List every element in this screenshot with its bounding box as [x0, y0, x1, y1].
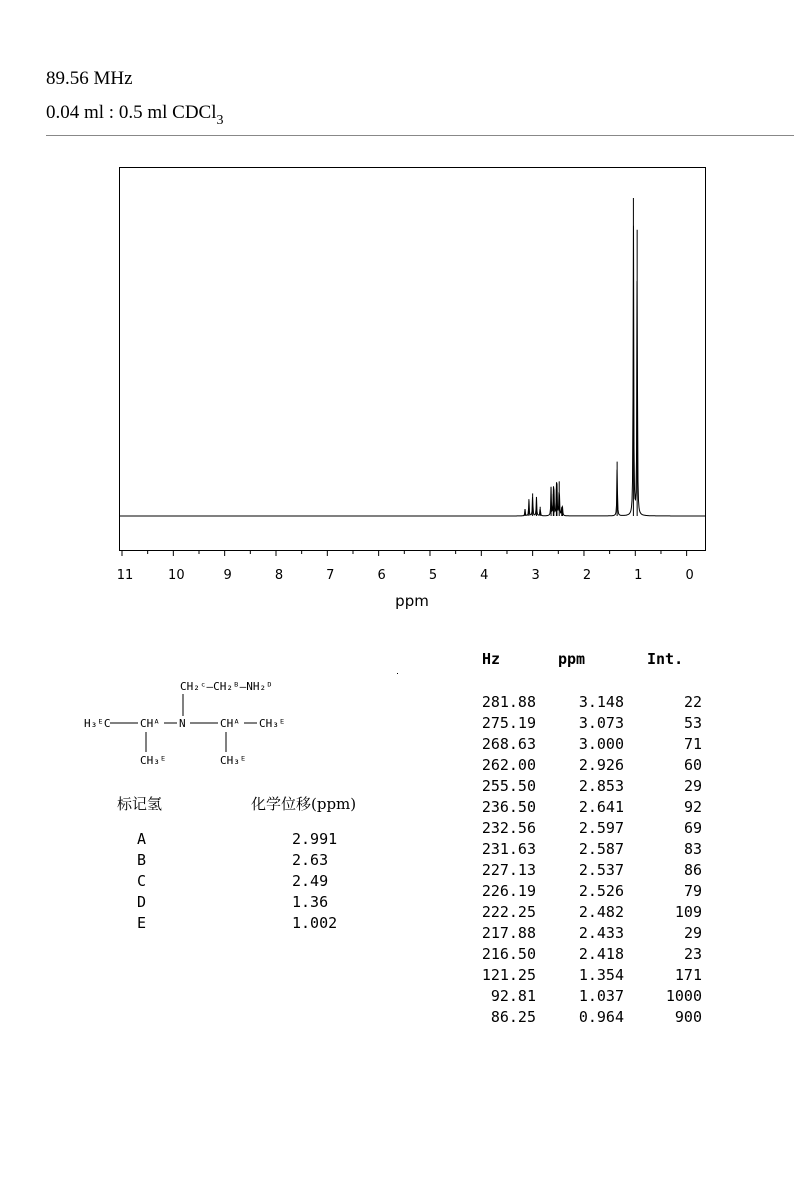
- assignment-label: E: [137, 914, 147, 932]
- struct-top-chain: CH₂ᶜ—CH₂ᴮ—NH₂ᴰ: [180, 680, 273, 693]
- peak-table-row: [456, 840, 716, 861]
- peak-ppm-cell: 2.418: [578, 945, 624, 963]
- assignment-label: C: [137, 872, 147, 890]
- peak-hz-cell: 236.50: [481, 798, 536, 816]
- peak-int-cell: 60: [683, 756, 702, 774]
- x-tick-label: 7: [326, 568, 335, 583]
- peak-table-row: [456, 714, 716, 735]
- peak-table-row: [456, 777, 716, 798]
- struct-left-methyl: H₃ᴱC: [84, 717, 111, 730]
- peak-hz-cell: 255.50: [481, 777, 536, 795]
- peak-int-cell: 83: [683, 840, 702, 858]
- x-tick-label: 0: [685, 568, 694, 583]
- peak-int-cell: 900: [674, 1008, 702, 1026]
- peak-int-cell: 71: [683, 735, 702, 753]
- peak-hz-cell: 222.25: [481, 903, 536, 921]
- peak-ppm-cell: 2.537: [578, 861, 624, 879]
- peak-int-cell: 23: [683, 945, 702, 963]
- peak-ppm-cell: 2.597: [578, 819, 624, 837]
- peak-ppm-cell: 3.000: [578, 735, 624, 753]
- peak-table-row: [456, 756, 716, 777]
- peak-ppm-cell: 2.853: [578, 777, 624, 795]
- peak-ppm-cell: 2.587: [578, 840, 624, 858]
- spectrometer-frequency: 89.56 MHz: [46, 68, 133, 89]
- struct-n: N: [179, 717, 186, 730]
- assignment-shift: 2.63: [292, 851, 329, 869]
- peak-hz-cell: 231.63: [481, 840, 536, 858]
- peak-hz-cell: 275.19: [481, 714, 536, 732]
- assignment-shift: 1.002: [292, 914, 338, 932]
- peak-int-cell: 109: [674, 903, 702, 921]
- assignment-label: B: [137, 851, 147, 869]
- stray-dot: [397, 673, 398, 674]
- peak-table-row: [456, 819, 716, 840]
- struct-bottom-left: CH₃ᴱ: [140, 754, 167, 767]
- peak-ppm-cell: 2.641: [578, 798, 624, 816]
- x-axis-label: ppm: [395, 592, 429, 610]
- struct-bottom-right: CH₃ᴱ: [220, 754, 247, 767]
- peak-hz-cell: 121.25: [481, 966, 536, 984]
- peak-hz-cell: 232.56: [481, 819, 536, 837]
- x-tick-label: 8: [274, 568, 284, 583]
- peak-header-int: Int.: [647, 650, 684, 668]
- peak-hz-cell: 92.81: [490, 987, 536, 1005]
- peak-table-row: [456, 735, 716, 756]
- peak-hz-cell: 268.63: [481, 735, 536, 753]
- peak-ppm-cell: 3.148: [578, 693, 624, 711]
- peak-hz-cell: 227.13: [481, 861, 536, 879]
- peak-table-row: [456, 903, 716, 924]
- peak-hz-cell: 262.00: [481, 756, 536, 774]
- peak-hz-cell: 281.88: [481, 693, 536, 711]
- peak-int-cell: 171: [674, 966, 702, 984]
- struct-ch-a-right: CHᴬ: [220, 717, 240, 730]
- assign-shift-header: 化学位移(ppm): [251, 795, 357, 813]
- x-tick-label: 1: [634, 568, 643, 583]
- x-tick-label: 9: [223, 568, 232, 583]
- peak-ppm-cell: 0.964: [578, 1008, 624, 1026]
- peak-hz-cell: 216.50: [481, 945, 536, 963]
- peak-hz-cell: 226.19: [481, 882, 536, 900]
- x-tick-label: 3: [531, 568, 540, 583]
- x-tick-label: 2: [582, 568, 592, 583]
- peak-hz-cell: 217.88: [481, 924, 536, 942]
- peak-int-cell: 69: [683, 819, 702, 837]
- structure-drawing: [80, 672, 320, 772]
- peak-ppm-cell: 3.073: [578, 714, 624, 732]
- assign-label-header: 标记氢: [117, 795, 163, 813]
- peak-int-cell: 53: [683, 714, 702, 732]
- peak-ppm-cell: 2.926: [578, 756, 624, 774]
- peak-int-cell: 1000: [665, 987, 702, 1005]
- peak-int-cell: 22: [683, 693, 702, 711]
- assignment-label: D: [137, 893, 147, 911]
- peak-table-row: [456, 693, 716, 714]
- peak-ppm-cell: 1.037: [578, 987, 624, 1005]
- assignment-shift: 2.991: [292, 830, 338, 848]
- peak-int-cell: 92: [683, 798, 702, 816]
- peak-table-row: [456, 861, 716, 882]
- x-tick-label: 6: [377, 568, 386, 583]
- peak-ppm-cell: 2.482: [578, 903, 624, 921]
- x-tick-label: 10: [168, 568, 185, 583]
- peak-table-row: [456, 987, 716, 1008]
- sample-text: 0.04 ml : 0.5 ml CDCl: [46, 102, 217, 123]
- x-tick-label: 4: [480, 568, 489, 583]
- struct-ch-a-left: CHᴬ: [140, 717, 160, 730]
- assignment-shift: 2.49: [292, 872, 329, 890]
- peak-table-row: [456, 882, 716, 903]
- x-tick-label: 11: [116, 568, 134, 583]
- peak-marks: [525, 198, 637, 516]
- peak-table-row: [456, 966, 716, 987]
- peak-table-row: [456, 945, 716, 966]
- peak-table-row: [456, 924, 716, 945]
- x-tick-label: 5: [428, 568, 438, 583]
- peak-hz-cell: 86.25: [490, 1008, 536, 1026]
- peak-table-row: [456, 1008, 716, 1029]
- x-axis-tick-labels: [117, 568, 694, 583]
- peak-int-cell: 29: [683, 777, 702, 795]
- peak-ppm-cell: 2.526: [578, 882, 624, 900]
- peak-ppm-cell: 2.433: [578, 924, 624, 942]
- peak-table-row: [456, 798, 716, 819]
- peak-int-cell: 79: [683, 882, 702, 900]
- peak-int-cell: 86: [683, 861, 702, 879]
- molecular-structure: [80, 672, 320, 776]
- peak-ppm-cell: 1.354: [578, 966, 624, 984]
- assignment-label: A: [137, 830, 147, 848]
- struct-right-methyl: CH₃ᴱ: [259, 717, 286, 730]
- peak-int-cell: 29: [683, 924, 702, 942]
- sample-subscript: 3: [216, 113, 224, 128]
- peak-header-ppm: ppm: [558, 650, 586, 668]
- peak-header-hz: Hz: [482, 650, 501, 668]
- assignment-shift: 1.36: [292, 893, 329, 911]
